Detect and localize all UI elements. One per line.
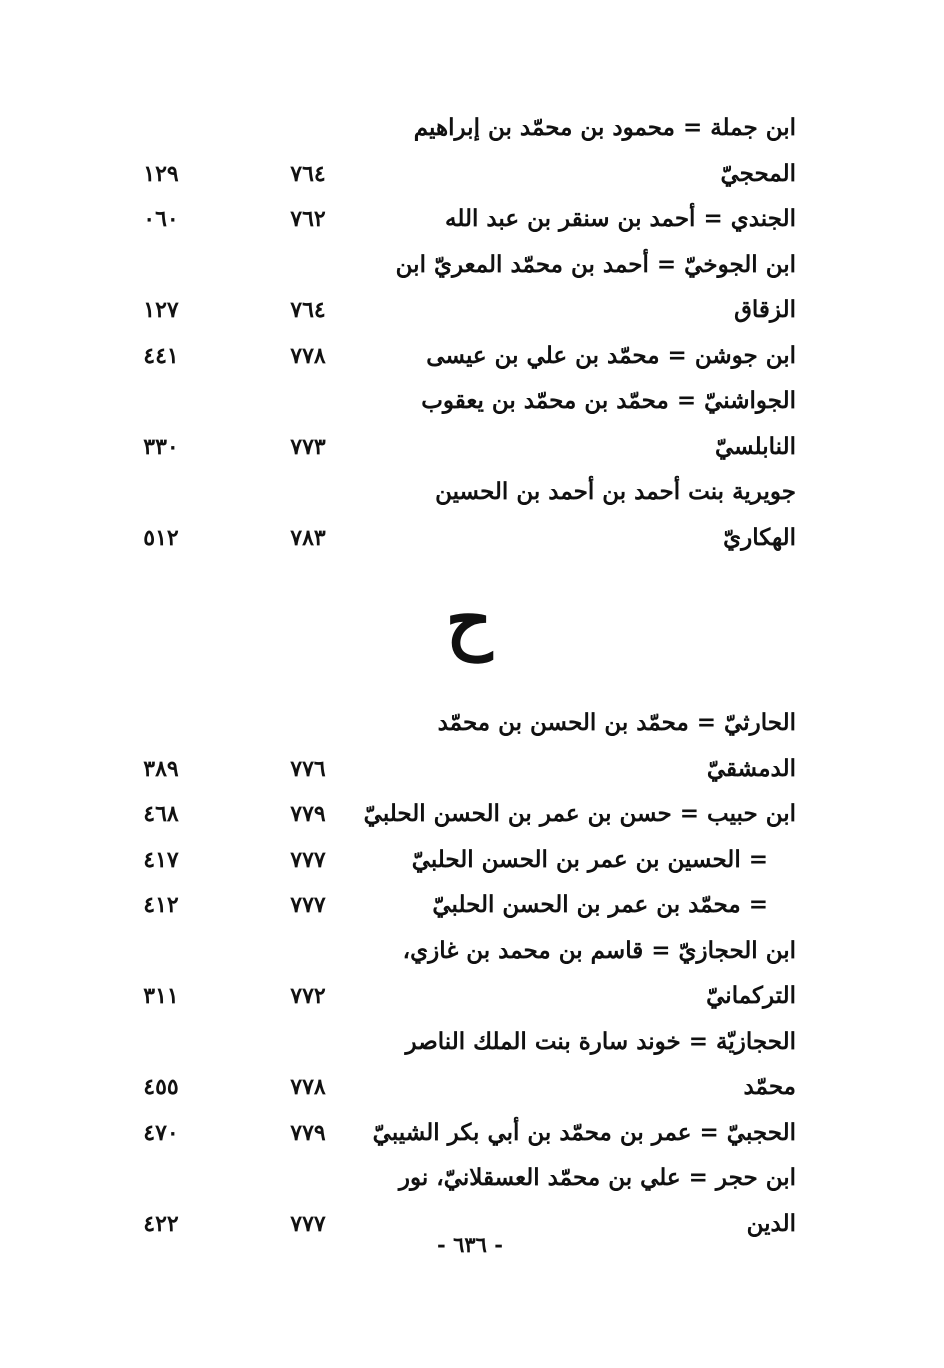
entry-name: الدمشقيّ — [706, 754, 796, 782]
entry-death-year: ٧٨٣ — [290, 524, 326, 551]
entry-death-year: ٧٧٩ — [290, 1119, 326, 1146]
entry-number: ٥١٢ — [143, 524, 179, 551]
index-entry — [0, 1154, 944, 1200]
entry-name: ابن حبيب = حسن بن عمر بن الحسن الحلبيّ — [363, 800, 796, 827]
entry-name: ابن حجر = علي بن محمّد العسقلانيّ، نور — [398, 1164, 796, 1191]
entry-name: = محمّد بن عمر بن الحسن الحلبيّ — [432, 891, 768, 918]
entry-name: ابن الحجازيّ = قاسم بن محمد بن غازي، — [402, 936, 796, 964]
index-entry — [0, 514, 944, 560]
entry-name: ابن جوشن = محمّد بن علي بن عيسى — [426, 341, 796, 369]
index-entry — [0, 104, 944, 150]
entry-name: الهكاريّ — [723, 523, 796, 551]
entry-name: الجندي = أحمد بن سنقر بن عبد الله — [445, 205, 796, 232]
entry-number: ٣٨٩ — [143, 755, 179, 782]
index-entry — [0, 377, 944, 423]
entry-name: = الحسين بن عمر بن الحسن الحلبيّ — [411, 845, 768, 873]
index-entry — [0, 1109, 944, 1155]
index-entry — [0, 1018, 944, 1064]
page-number: - ٦٣٦ - — [437, 1232, 503, 1257]
entry-name: الجواشنيّ = محمّد بن محمّد بن يعقوب — [421, 387, 796, 414]
index-entry — [0, 150, 944, 196]
index-entry — [0, 745, 944, 791]
entry-name: المحجيّ — [720, 159, 796, 187]
entry-name: الحارثيّ = محمّد بن الحسن بن محمّد — [437, 709, 796, 736]
entry-name: ابن الجوخيّ = أحمد بن محمّد المعريّ ابن — [395, 250, 796, 278]
entry-number: ٤٦٨ — [143, 801, 179, 827]
entry-name: الدين — [746, 1209, 796, 1237]
entry-death-year: ٧٧٩ — [290, 801, 326, 827]
entry-number: ٤٤١ — [143, 342, 179, 369]
index-entry — [0, 927, 944, 973]
entry-death-year: ٧٧٧ — [290, 1210, 326, 1237]
entry-death-year: ٧٧٦ — [290, 755, 326, 782]
entry-death-year: ٧٦٤ — [290, 297, 326, 323]
entry-death-year: ٧٧٢ — [290, 983, 326, 1009]
entry-number: ٣١١ — [143, 983, 179, 1009]
index-entry — [0, 195, 944, 241]
entry-death-year: ٧٧٨ — [290, 1074, 326, 1100]
entry-name: الحجازيّة = خوند سارة بنت الملك الناصر — [405, 1027, 796, 1055]
entry-number: ٠٦٠ — [143, 206, 179, 232]
entry-name: النابلسيّ — [714, 432, 796, 460]
index-entry — [0, 286, 944, 332]
entry-number: ١٢٧ — [143, 297, 179, 323]
index-entry-continuation — [0, 881, 944, 927]
entry-name: محمّد — [743, 1073, 796, 1100]
section-letter: ح — [445, 577, 493, 662]
index-entry — [0, 241, 944, 287]
section-heading-letter — [0, 559, 944, 699]
entry-number: ٤٧٠ — [143, 1119, 179, 1146]
entry-death-year: ٧٧٣ — [290, 433, 326, 460]
entry-name: ابن جملة = محمود بن محمّد بن إبراهيم — [413, 114, 796, 141]
entry-death-year: ٧٦٤ — [290, 160, 326, 187]
index-entry — [0, 332, 944, 378]
index-entry — [0, 1063, 944, 1109]
entry-number: ٤١٢ — [143, 892, 179, 918]
entry-death-year: ٧٧٨ — [290, 342, 326, 369]
entry-name: التركمانيّ — [706, 982, 796, 1009]
index-entries — [0, 104, 944, 1245]
index-entry — [0, 468, 944, 514]
entry-name: الحجبيّ = عمر بن محمّد بن أبي بكر الشيبيّ — [372, 1118, 796, 1146]
index-entry — [0, 790, 944, 836]
entry-number: ١٢٩ — [143, 160, 179, 187]
index-entry — [0, 423, 944, 469]
entry-name: الزقاق — [734, 296, 796, 323]
entry-number: ٤١٧ — [143, 846, 179, 873]
entry-number: ٣٣٠ — [143, 433, 179, 460]
entry-name: جويرية بنت أحمد بن أحمد بن الحسين — [435, 478, 796, 505]
index-entry — [0, 972, 944, 1018]
index-entry-continuation — [0, 836, 944, 882]
entry-death-year: ٧٧٧ — [290, 892, 326, 918]
index-entry — [0, 699, 944, 745]
entry-death-year: ٧٧٧ — [290, 846, 326, 873]
entry-death-year: ٧٦٢ — [290, 206, 326, 232]
entry-number: ٤٥٥ — [143, 1074, 179, 1100]
entry-number: ٤٢٢ — [143, 1210, 179, 1237]
